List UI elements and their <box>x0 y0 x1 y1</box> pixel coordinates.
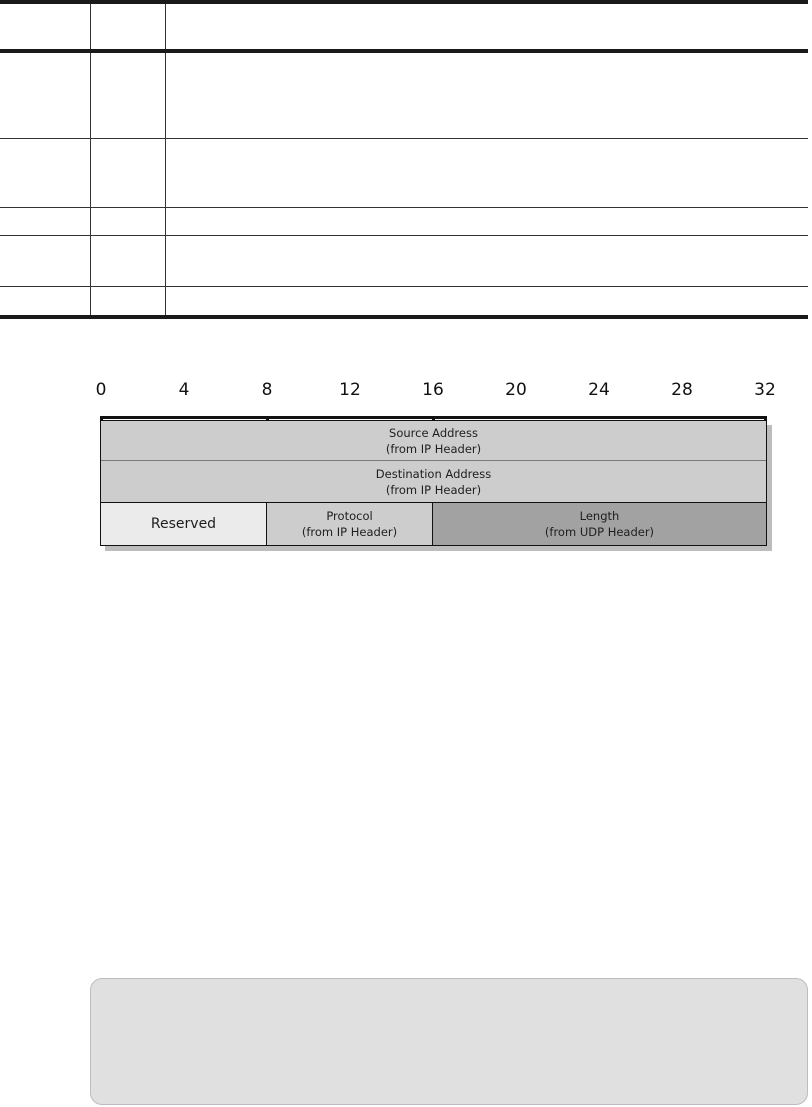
table-cell <box>0 287 91 315</box>
field-sublabel: (from UDP Header) <box>544 525 655 539</box>
field-sublabel: (from IP Header) <box>385 482 482 497</box>
table-cell <box>166 287 808 315</box>
table-cell <box>166 53 808 138</box>
table-row <box>0 208 808 236</box>
ruler-label: 28 <box>671 380 693 400</box>
source-address-field <box>101 421 766 461</box>
header-fields <box>100 420 767 546</box>
table-row <box>0 139 808 208</box>
field-label: Destination Address <box>375 466 492 481</box>
table-row <box>0 287 808 315</box>
protocol-field <box>267 503 433 545</box>
table-cell <box>0 208 91 235</box>
table-cell <box>91 53 166 138</box>
table-cell <box>166 4 808 49</box>
table-header-row <box>0 4 808 53</box>
table-cell <box>91 287 166 315</box>
ruler-label: 16 <box>422 380 444 400</box>
reserved-field <box>101 503 267 545</box>
table-cell <box>91 236 166 286</box>
table-cell <box>166 236 808 286</box>
table-cell <box>91 208 166 235</box>
table-cell <box>166 208 808 235</box>
table-cell <box>0 139 91 207</box>
table-cell <box>0 53 91 138</box>
field-sublabel: (from IP Header) <box>385 441 482 456</box>
ruler-label: 20 <box>505 380 527 400</box>
note-box <box>90 978 808 1105</box>
table-cell <box>166 139 808 207</box>
data-table <box>0 0 808 319</box>
third-row <box>101 503 766 545</box>
table-cell <box>0 4 91 49</box>
ruler-label: 12 <box>339 380 361 400</box>
table-cell <box>0 236 91 286</box>
pseudo-header-diagram <box>80 380 780 560</box>
table-cell <box>91 4 166 49</box>
ruler-label: 32 <box>754 380 776 400</box>
table-row <box>0 236 808 287</box>
field-label: Length <box>579 509 620 523</box>
ruler-label: 4 <box>178 380 190 400</box>
ruler-label: 24 <box>588 380 610 400</box>
field-label: Source Address <box>389 425 478 440</box>
table-cell <box>91 139 166 207</box>
field-sublabel: (from IP Header) <box>301 525 398 539</box>
ruler-label: 8 <box>261 380 273 400</box>
field-label: Reserved <box>150 516 217 532</box>
field-label: Protocol <box>326 509 373 523</box>
ruler-label: 0 <box>95 380 107 400</box>
destination-address-field <box>101 461 766 503</box>
table-row <box>0 53 808 139</box>
length-field <box>433 503 766 545</box>
